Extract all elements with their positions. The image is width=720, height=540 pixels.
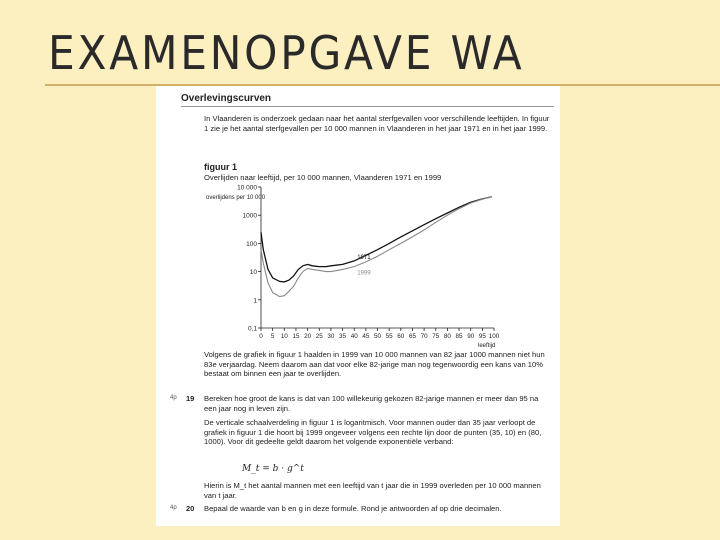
paragraph-2: Volgens de grafiek in figuur 1 haalden in 1999 van 10 000 mannen van 82 jaar 1000 mannen niet hun 83e verjaardag. Neem daarom aan dat voor elke 82-jarige man nog tegenwoordig een kans van 10% bestaat om binnen een jaar te overlijden. (204, 350, 545, 379)
x-tick-label: 30 (327, 333, 335, 340)
q20-number: 20 (186, 504, 195, 513)
formula: M_t = b · g^t (242, 464, 304, 474)
x-tick-label: 80 (443, 333, 451, 340)
figure-caption: Overlijden naar leeftijd, per 10 000 mannen, Vlaanderen 1971 en 1999 (204, 173, 442, 182)
x-tick-label: 70 (420, 333, 428, 340)
mortality-chart (156, 183, 560, 353)
x-tick-label: 75 (432, 333, 440, 340)
x-tick-label: 90 (467, 333, 475, 340)
x-tick-label: 25 (315, 333, 323, 340)
q19-number: 19 (186, 394, 195, 403)
q19-text: Bereken hoe groot de kans is dat van 100 willekeurig gekozen 82-jarige mannen er meer dan 95 na een jaar nog in leven zijn. (204, 394, 539, 413)
x-axis-label: leeftijd (478, 343, 496, 349)
x-tick-label: 0 (259, 333, 263, 340)
chart-lines (261, 197, 492, 297)
x-tick-label: 50 (373, 333, 382, 340)
x-tick-label: 95 (478, 333, 486, 340)
intro-paragraph: In Vlaanderen is onderzoek gedaan naar het aantal sterfgevallen voor verschillende leeftijden. In figuur 1 zie je het aantal sterfgevallen per 10 000 mannen in Vlaanderen in het jaar 1971 en in het jaar 1999. (204, 114, 550, 133)
section-title: Overlevingscurven (181, 93, 272, 104)
y-tick-label: 10 000 (237, 184, 257, 192)
x-tick-label: 45 (362, 333, 370, 340)
x-tick-label: 15 (292, 333, 300, 340)
x-tick-label: 40 (350, 333, 358, 340)
slide-title: EXAMENOPGAVE WA (48, 26, 525, 80)
x-tick-label: 35 (339, 333, 347, 340)
q20-text: Bepaal de waarde van b en g in deze formule. Rond je antwoorden af op drie decimalen. (204, 504, 502, 513)
x-tick-label: 10 (280, 333, 288, 340)
series-label-1971: 1971 (357, 254, 371, 261)
section-rule (181, 106, 554, 107)
series-line-1999 (261, 197, 492, 297)
y-tick-label: 100 (246, 240, 257, 248)
x-tick-label: 55 (385, 333, 393, 340)
y-tick-label: 1 (253, 297, 257, 305)
q20-points: 4p (170, 505, 177, 511)
y-tick-label: 10 (249, 269, 257, 277)
paragraph-4: Hierin is M_t het aantal mannen met een leeftijd van t jaar die in 1999 overleden per 10 000 mannen van t jaar. (204, 481, 541, 500)
series-label-1999: 1999 (357, 270, 371, 277)
y-tick-label: 0,1 (247, 325, 257, 333)
y-axis-label: overlijdens per 10 000 (206, 195, 266, 201)
q19-points: 4p (170, 395, 177, 401)
figure-label: figuur 1 (204, 162, 237, 172)
x-tick-label: 100 (488, 333, 500, 340)
paragraph-3: De verticale schaalverdeling in figuur 1 is logaritmisch. Voor mannen ouder dan 35 jaar verloopt de grafiek in figuur 1 die hoort bij 1999 ongeveer volgens een rechte lijn door de punten (35, 10) en (80, 1000). Voor dit gedeelte geldt daarom het volgende exponentiële verband: (204, 418, 542, 447)
x-tick-label: 85 (455, 333, 463, 340)
y-tick-label: 1000 (242, 212, 257, 220)
x-tick-label: 20 (304, 333, 312, 340)
exam-sheet (156, 86, 560, 526)
x-tick-label: 5 (270, 333, 275, 340)
x-tick-label: 65 (408, 333, 416, 340)
x-tick-label: 60 (397, 333, 405, 340)
